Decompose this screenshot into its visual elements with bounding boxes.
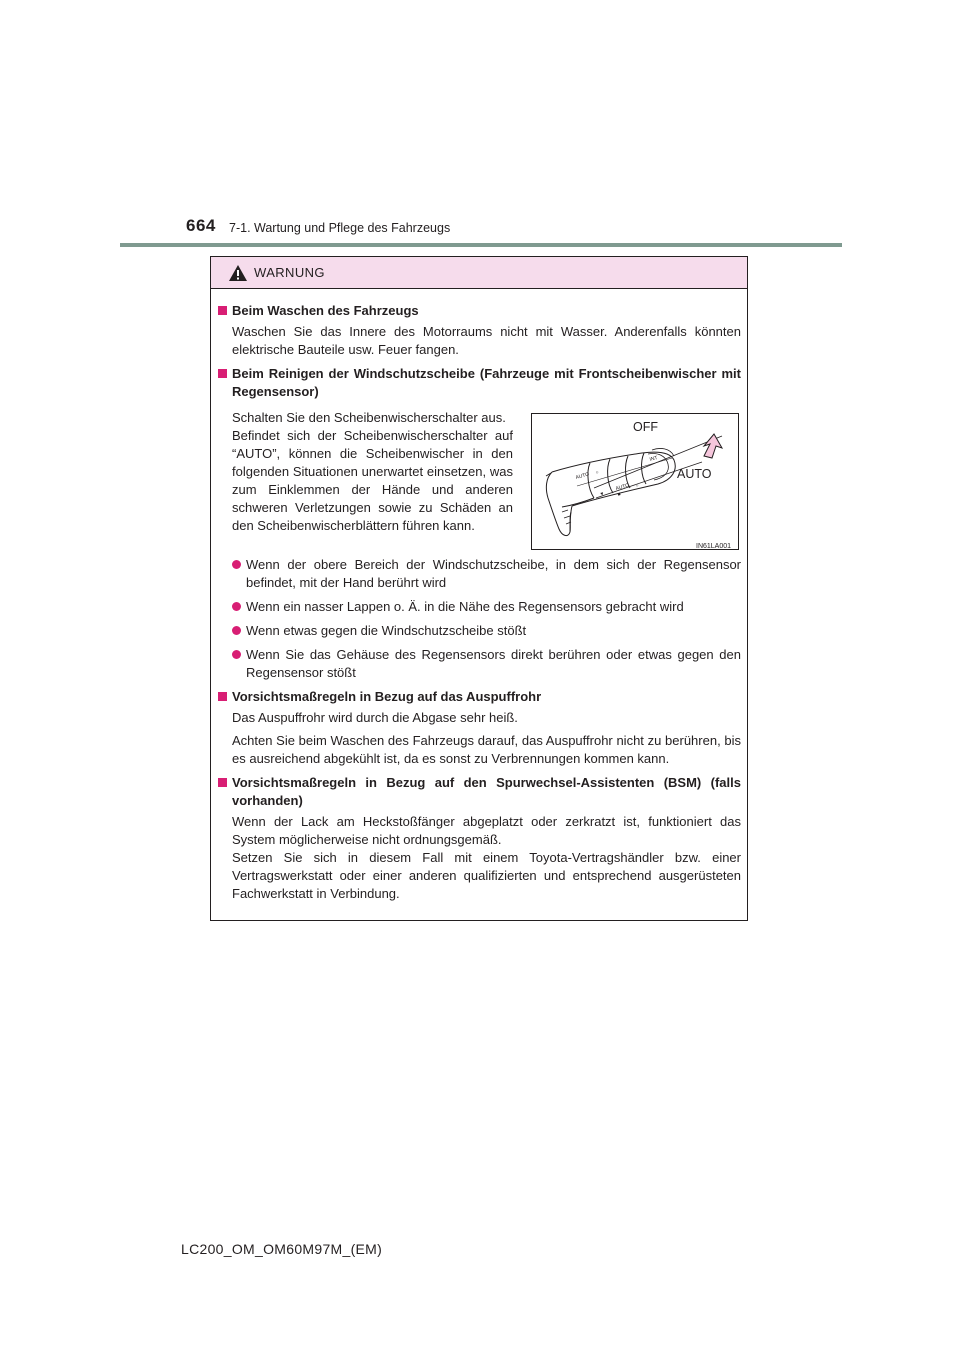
paragraph-line: Wenn der Lack am Heckstoßfänger abgeplatzt oder zerkratzt ist, funktioniert das System möglicherweise nicht ordnungsgemäß. [232, 814, 741, 847]
list-item-text: Wenn etwas gegen die Windschutzscheibe stößt [246, 623, 527, 638]
square-bullet-icon [218, 692, 227, 701]
paragraph: Schalten Sie den Scheibenwischerschalter aus. [232, 410, 506, 425]
warning-title: WARNUNG [254, 265, 325, 280]
heading-text: Beim Reinigen der Windschutzscheibe (Fahrzeuge mit Frontscheibenwischer mit Regensensor) [232, 366, 741, 399]
round-bullet-icon [232, 626, 241, 635]
heading-text: Vorsichtsmaßregeln in Bezug auf den Spurwechsel-Assistenten (BSM) (falls vorhanden) [232, 775, 741, 808]
warning-item-washing [218, 302, 741, 359]
header-rule [120, 243, 842, 247]
warning-triangle-icon [228, 264, 248, 282]
figure-code: IN61LA001 [696, 543, 732, 550]
list-item-text: Wenn der obere Bereich der Windschutzscheibe, in dem sich der Regensensor befindet, mit der Hand berührt wird [246, 557, 741, 590]
paragraph: Befindet sich der Scheibenwischerschalter auf “AUTO”, können die Scheibenwischer in den folgenden Situationen unerwartet einsetzen, was zum Einklemmen der Hände und anderen schweren Verletzungen sowie zu Schäden an den Scheibenwischerblättern führen kann. [232, 428, 513, 533]
warning-item-heading [218, 688, 741, 706]
bullet-list [232, 556, 741, 682]
list-item [232, 622, 741, 640]
svg-text:○: ○ [594, 469, 600, 476]
paragraph: Achten Sie beim Waschen des Fahrzeugs darauf, das Auspuffrohr nicht zu berühren, bis es ausreichend abgekühlt ist, da es sonst zu Verbrennungen kommen kann. [232, 733, 741, 766]
warning-item-windshield [218, 365, 741, 682]
svg-text:■: ■ [616, 491, 622, 498]
page-number: 664 [186, 216, 216, 235]
warning-box [210, 256, 748, 921]
warning-content [211, 289, 747, 903]
svg-text:INT: INT [648, 455, 659, 463]
round-bullet-icon [232, 602, 241, 611]
list-item [232, 598, 741, 616]
svg-text:▼: ▼ [598, 490, 606, 498]
round-bullet-icon [232, 560, 241, 569]
list-item [232, 646, 741, 682]
warning-item-heading [218, 365, 741, 401]
svg-text:AUTO: AUTO [574, 471, 590, 481]
warning-item-heading [218, 302, 741, 320]
warning-header [211, 257, 747, 289]
figure-label-auto: AUTO [677, 467, 712, 481]
heading-text: Vorsichtsmaßregeln in Bezug auf das Auspuffrohr [232, 689, 542, 704]
square-bullet-icon [218, 306, 227, 315]
warning-item-heading [218, 774, 741, 810]
figure-row [232, 409, 741, 550]
paragraph-line: Setzen Sie sich in diesem Fall mit einem Toyota-Vertragshändler bzw. einer Vertragswerkstatt oder einer anderen qualifizierten und entsprechend ausgerüsteten Fachwerkstatt in Verbindung. [232, 850, 741, 901]
square-bullet-icon [218, 778, 227, 787]
svg-text:AUTO: AUTO [614, 482, 630, 492]
square-bullet-icon [218, 369, 227, 378]
warning-item-bsm [218, 774, 741, 903]
figure-label-off: OFF [633, 420, 658, 434]
list-item-text: Wenn ein nasser Lappen o. Ä. in die Nähe des Regensensors gebracht wird [246, 599, 684, 614]
document-code: LC200_OM_OM60M97M_(EM) [181, 1241, 383, 1257]
paragraph: Das Auspuffrohr wird durch die Abgase sehr heiß. [232, 710, 518, 725]
round-bullet-icon [232, 650, 241, 659]
list-item-text: Wenn Sie das Gehäuse des Regensensors direkt berühren oder etwas gegen den Regensensor stößt [246, 647, 741, 680]
section-title: 7-1. Wartung und Pflege des Fahrzeugs [229, 221, 451, 235]
list-item [232, 556, 741, 592]
warning-item-exhaust [218, 688, 741, 768]
heading-text: Beim Waschen des Fahrzeugs [232, 303, 419, 318]
wiper-switch-figure [531, 413, 739, 550]
paragraph [232, 813, 741, 903]
figure-side-text [232, 409, 513, 550]
paragraph: Waschen Sie das Innere des Motorraums nicht mit Wasser. Anderenfalls könnten elektrische Bauteile usw. Feuer fangen. [232, 324, 741, 357]
svg-text:○: ○ [634, 482, 640, 489]
